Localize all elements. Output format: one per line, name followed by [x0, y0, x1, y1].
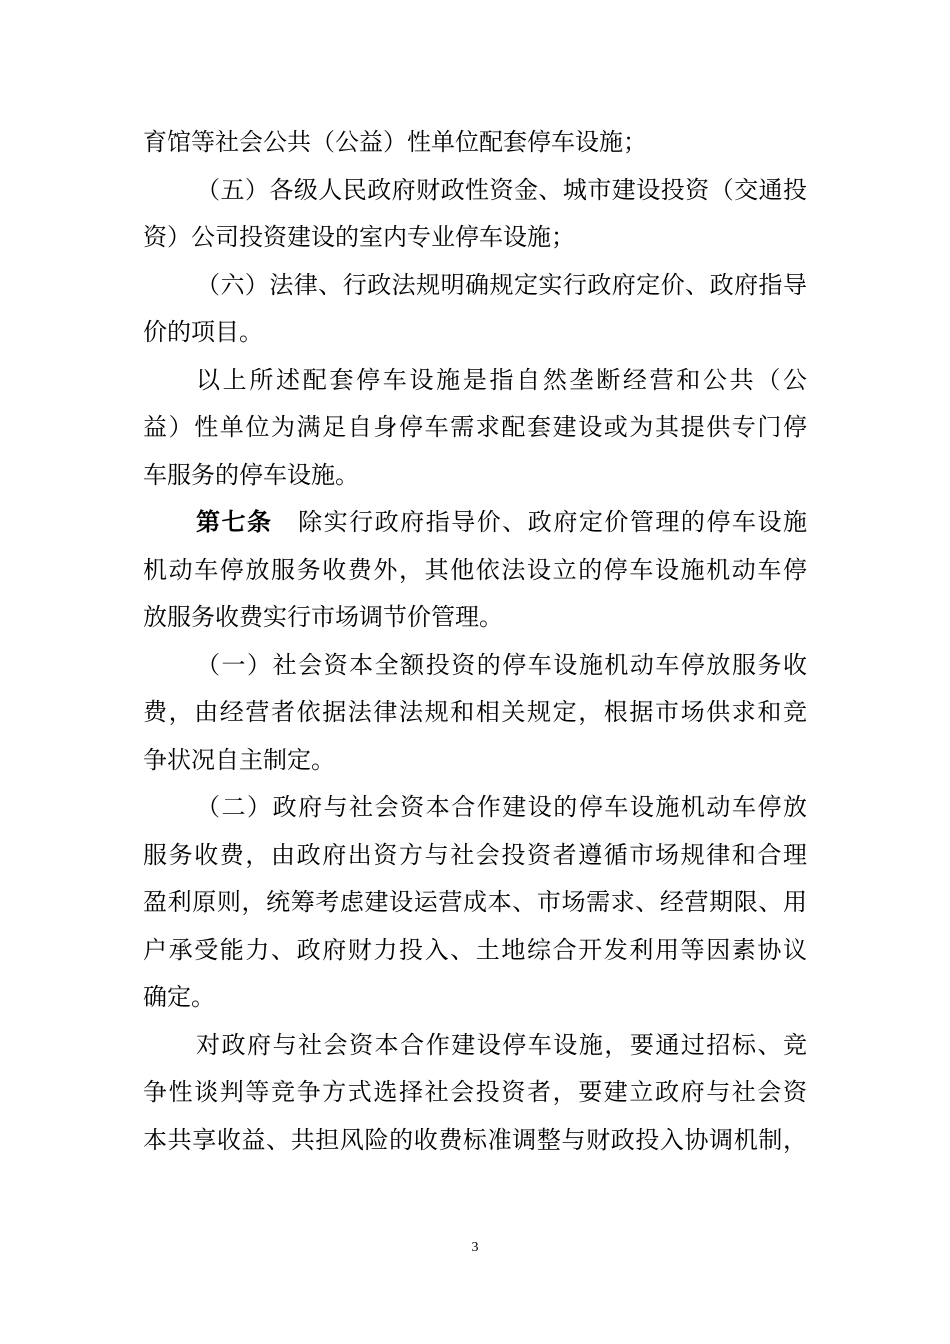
text-line [143, 642, 807, 690]
line-text: 育馆等社会公共（公益）性单位配套停车设施； [143, 128, 647, 156]
line-text: 确定。 [143, 983, 215, 1011]
text-line [143, 262, 807, 310]
text-line [143, 737, 807, 785]
line-text: 放服务收费实行市场调节价管理。 [143, 603, 503, 631]
line-text: （五）各级人民政府财政性资金、城市建设投资（交通投 [196, 175, 807, 204]
text-line [143, 452, 807, 500]
text-line [143, 499, 807, 547]
text-line [143, 357, 807, 405]
line-text: 除实行政府指导价、政府定价管理的停车设施 [296, 508, 808, 536]
text-line [143, 594, 807, 642]
text-line [143, 1117, 807, 1165]
line-text: 盈利原则，统筹考虑建设运营成本、市场需求、经营期限、用 [143, 888, 807, 916]
text-line [143, 879, 807, 927]
line-text: 机动车停放服务收费外，其他依法设立的停车设施机动车停 [143, 555, 807, 584]
document-body [143, 119, 807, 1164]
text-line [143, 784, 807, 832]
text-line [143, 404, 807, 452]
text-line [143, 974, 807, 1022]
line-text: 以上所述配套停车设施是指自然垄断经营和公共（公 [196, 365, 807, 394]
line-text: 价的项目。 [143, 318, 263, 346]
line-text: 益）性单位为满足自身停车需求配套建设或为其提供专门停 [143, 413, 807, 441]
text-line [143, 309, 807, 357]
line-text: （二）政府与社会资本合作建设的停车设施机动车停放 [196, 793, 807, 821]
line-text: （六）法律、行政法规明确规定实行政府定价、政府指导 [196, 270, 807, 299]
line-text: 车服务的停车设施。 [143, 460, 359, 489]
line-text: 对政府与社会资本合作建设停车设施，要通过招标、竞 [196, 1030, 807, 1059]
text-line [143, 1069, 807, 1117]
line-text: 本共享收益、共担风险的收费标准调整与财政投入协调机制， [143, 1125, 807, 1154]
line-text: （一）社会资本全额投资的停车设施机动车停放服务收 [196, 650, 807, 679]
line-text: 争状况自主制定。 [143, 745, 335, 774]
line-text: 资）公司投资建设的室内专业停车设施； [143, 223, 575, 251]
text-line [143, 547, 807, 595]
text-line [143, 119, 807, 167]
text-line [143, 1022, 807, 1070]
line-text: 服务收费，由政府出资方与社会投资者遵循市场规律和合理 [143, 840, 807, 869]
text-line [143, 832, 807, 880]
text-line [143, 167, 807, 215]
line-text: 户承受能力、政府财力投入、土地综合开发利用等因素协议 [143, 935, 807, 964]
line-text: 费，由经营者依据法律法规和相关规定，根据市场供求和竞 [143, 698, 807, 726]
line-text: 争性谈判等竞争方式选择社会投资者，要建立政府与社会资 [143, 1078, 807, 1106]
text-line [143, 214, 807, 262]
text-line [143, 689, 807, 737]
text-line [143, 927, 807, 975]
page-number: 3 [471, 1240, 479, 1255]
article-heading: 第七条 [196, 508, 273, 536]
